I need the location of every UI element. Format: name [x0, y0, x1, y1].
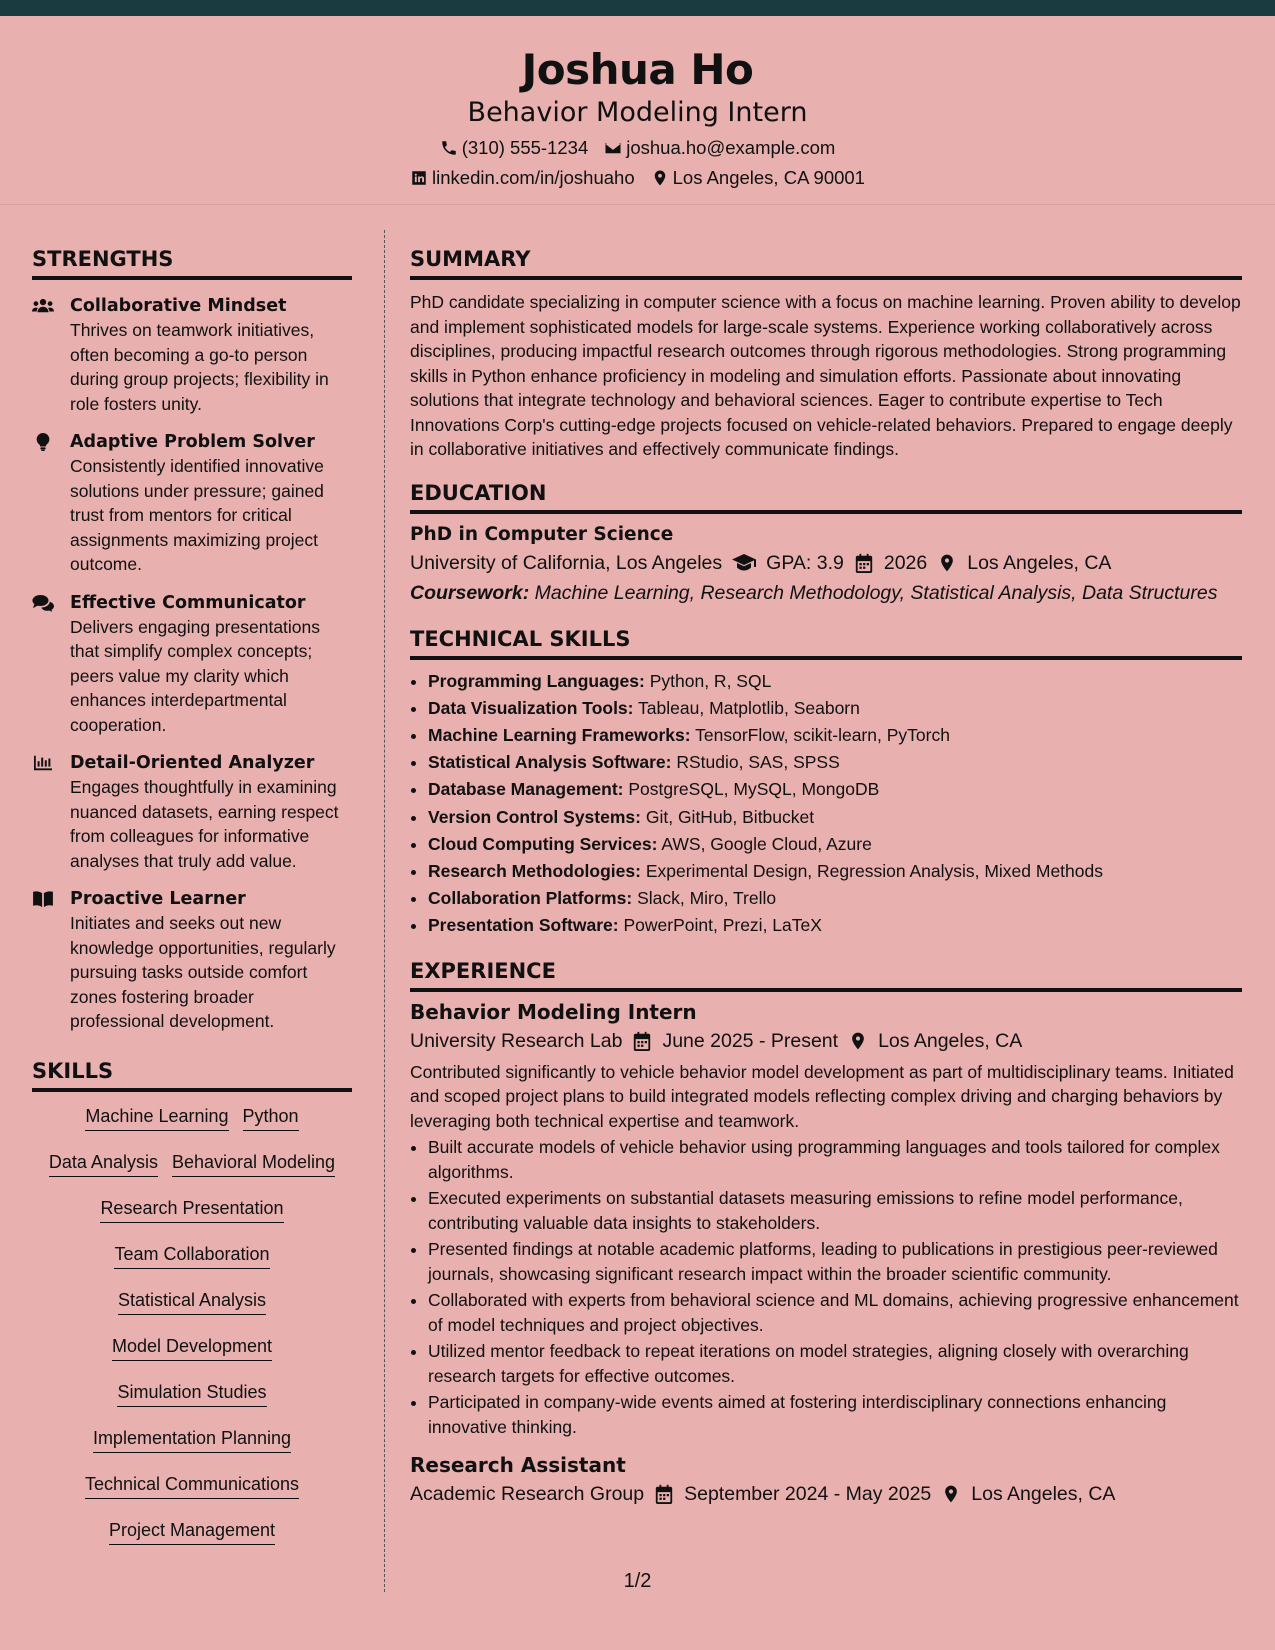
- job-meta: [410, 1479, 1242, 1509]
- skill-label: Statistical Analysis Software:: [428, 752, 672, 773]
- calendar-icon: [854, 553, 874, 573]
- skill-tag: Technical Communications: [85, 1472, 299, 1499]
- strength-text: Consistently identified innovative solutions under pressure; gained trust from mentors for critical assignments maximizing project outcome.: [70, 456, 324, 574]
- contact-row-2: [0, 166, 1275, 190]
- strength-item: [32, 430, 352, 577]
- page-number: 1/2: [623, 1570, 652, 1592]
- skill-tag: Data Analysis: [49, 1150, 158, 1177]
- strength-title: Proactive Learner: [70, 889, 246, 909]
- skill-value: PostgreSQL, MySQL, MongoDB: [628, 779, 880, 800]
- list-item: [428, 668, 1242, 695]
- coursework: [410, 578, 1242, 608]
- strength-item: [32, 294, 352, 416]
- skill-label: Collaboration Platforms:: [428, 888, 633, 909]
- skill-value: Python, R, SQL: [649, 670, 772, 691]
- location-contact: [651, 166, 865, 190]
- degree-title: PhD in Computer Science: [410, 523, 674, 545]
- strength-item: [32, 591, 352, 738]
- calendar-icon: [654, 1484, 674, 1504]
- job-dates: September 2024 - May 2025: [684, 1483, 932, 1506]
- book-icon: [32, 890, 54, 908]
- job-bullets: [428, 1135, 1242, 1439]
- strength-title: Detail-Oriented Analyzer: [70, 753, 315, 773]
- strength-text: Delivers engaging presentations that simplify complex concepts; peers value my clarity which enhances interdepartmental cooperation.: [70, 616, 321, 735]
- skill-tag: Implementation Planning: [93, 1426, 291, 1453]
- location-text: Los Angeles, CA 90001: [672, 167, 865, 188]
- skill-tag: Simulation Studies: [117, 1380, 266, 1407]
- column-divider: [384, 230, 385, 1592]
- skill-value: Slack, Miro, Trello: [637, 888, 777, 909]
- right-column: [410, 246, 1242, 1509]
- skill-value: TensorFlow, scikit-learn, PyTorch: [695, 724, 950, 745]
- graduation-year: 2026: [883, 551, 928, 574]
- strength-item: [32, 751, 352, 873]
- skill-label: Database Management:: [428, 779, 624, 800]
- email-contact[interactable]: [604, 136, 835, 160]
- list-item: [428, 831, 1242, 858]
- users-icon: [32, 297, 54, 315]
- job-org: University Research Lab: [410, 1029, 623, 1052]
- skill-label: Machine Learning Frameworks:: [428, 724, 691, 745]
- phone-icon: [440, 139, 458, 157]
- experience-heading: EXPERIENCE: [410, 958, 1242, 992]
- skill-label: Data Visualization Tools:: [428, 697, 634, 718]
- strength-text: Engages thoughtfully in examining nuanced datasets, earning respect from colleagues for informative analyses that truly add value.: [70, 777, 339, 871]
- list-item: • Presented findings at notable academic platforms, leading to publications in prestigious peer-reviewed journals, showcasing significant research impact within the broader scientific community.: [428, 1237, 1242, 1286]
- skill-tag: Team Collaboration: [114, 1242, 269, 1269]
- header-divider: [0, 204, 1275, 205]
- strength-item: [32, 887, 352, 1034]
- list-item: [428, 695, 1242, 722]
- skill-tag: Research Presentation: [100, 1196, 283, 1223]
- list-item: • Executed experiments on substantial datasets measuring emissions to refine model performance, contributing valuable data insights to stakeholders.: [428, 1186, 1242, 1235]
- chart-icon: [32, 754, 54, 772]
- technical-skills-heading: TECHNICAL SKILLS: [410, 626, 1242, 660]
- linkedin-text: linkedin.com/in/joshuaho: [432, 167, 635, 188]
- school-name: University of California, Los Angeles: [410, 551, 723, 574]
- candidate-name: Joshua Ho: [521, 45, 754, 94]
- comments-icon: [32, 594, 54, 612]
- resume-header: [0, 16, 1275, 204]
- email-text: joshua.ho@example.com: [626, 137, 836, 158]
- summary-heading: SUMMARY: [410, 246, 1242, 280]
- list-item: • Built accurate models of vehicle behavior using programming languages and tools tailored for complex algorithms.: [428, 1135, 1242, 1184]
- skill-tag: Behavioral Modeling: [172, 1150, 335, 1177]
- education-meta: [410, 548, 1242, 578]
- job-location: Los Angeles, CA: [971, 1483, 1116, 1506]
- technical-skills-list: [428, 668, 1242, 940]
- calendar-icon: [632, 1031, 652, 1051]
- phone-contact[interactable]: [440, 136, 589, 160]
- skill-value: AWS, Google Cloud, Azure: [661, 833, 872, 854]
- skill-label: Version Control Systems:: [428, 806, 641, 827]
- job-meta: [410, 1026, 1242, 1056]
- contact-row-1: [0, 136, 1275, 160]
- skill-tag: Machine Learning: [85, 1104, 228, 1131]
- lightbulb-icon: [32, 433, 54, 451]
- strength-text: Initiates and seeks out new knowledge opportunities, regularly pursuing tasks outside comfort zones fostering broader professional development.: [70, 913, 336, 1031]
- candidate-title: Behavior Modeling Intern: [467, 97, 808, 128]
- map-marker-icon: [848, 1031, 868, 1051]
- skill-value: Experimental Design, Regression Analysis, Mixed Methods: [645, 860, 1103, 881]
- job-location: Los Angeles, CA: [878, 1029, 1023, 1052]
- strength-title: Collaborative Mindset: [70, 296, 287, 316]
- job-dates: June 2025 - Present: [662, 1029, 839, 1052]
- job-title: Behavior Modeling Intern: [410, 999, 697, 1024]
- left-column: [32, 246, 352, 1564]
- list-item: • Participated in company-wide events aimed at fostering interdisciplinary connections enhancing innovative thinking.: [428, 1390, 1242, 1439]
- strengths-heading: STRENGTHS: [32, 246, 352, 280]
- coursework-text: Machine Learning, Research Methodology, Statistical Analysis, Data Structures: [534, 581, 1218, 604]
- map-marker-icon: [941, 1484, 961, 1504]
- list-item: • Collaborated with experts from behavioral science and ML domains, achieving progressive enhancement of model techniques and project objectives.: [428, 1288, 1242, 1337]
- skill-label: Research Methodologies:: [428, 860, 641, 881]
- skill-label: Cloud Computing Services:: [428, 833, 658, 854]
- gpa-text: GPA: 3.9: [766, 551, 844, 574]
- linkedin-icon: [410, 169, 428, 187]
- list-item: [428, 722, 1242, 749]
- skill-tag: Python: [243, 1104, 299, 1131]
- graduation-cap-icon: [732, 553, 756, 573]
- map-marker-icon: [651, 169, 669, 187]
- list-item: [428, 912, 1242, 939]
- education-location: Los Angeles, CA: [967, 551, 1112, 574]
- top-bar: [0, 0, 1275, 16]
- list-item: [428, 776, 1242, 803]
- skills-list: [32, 1104, 352, 1564]
- skill-value: Tableau, Matplotlib, Seaborn: [638, 697, 860, 718]
- list-item: [428, 858, 1242, 885]
- skill-label: Programming Languages:: [428, 670, 645, 691]
- skill-tag: Model Development: [112, 1334, 272, 1361]
- strength-text: Thrives on teamwork initiatives, often becoming a go-to person during group projects; flexibility in role fosters unity.: [70, 320, 329, 414]
- envelope-icon: [604, 139, 622, 157]
- strength-title: Effective Communicator: [70, 592, 306, 613]
- education-heading: EDUCATION: [410, 480, 1242, 514]
- summary-text: PhD candidate specializing in computer science with a focus on machine learning. Proven ability to develop and implement sophisticated models for large-scale systems. Experience working collaboratively across disciplines, producing impactful research outcomes through rigorous methodologies. Strong programming skills in Python enhance proficiency in modeling and simulation efforts. Passionate about innovating solutions that integrate technology and behavioral sciences. Eager to contribute expertise to Tech Innovations Corp's cutting-edge projects focused on vehicle-related behaviors. Prepared to engage deeply in collaborative initiatives and effectively communicate findings.: [410, 292, 1241, 459]
- skill-value: PowerPoint, Prezi, LaTeX: [623, 915, 822, 936]
- skill-value: Git, GitHub, Bitbucket: [645, 806, 815, 827]
- phone-text: (310) 555-1234: [461, 137, 589, 158]
- list-item: • Utilized mentor feedback to repeat iterations on model strategies, aligning closely with overarching research targets for effective outcomes.: [428, 1339, 1242, 1388]
- job-org: Academic Research Group: [410, 1483, 645, 1506]
- job-description: Contributed significantly to vehicle behavior model development as part of multidisciplinary teams. Initiated and scoped project plans to build integrated models reflecting complex driving and charging behaviors by leveraging both technical expertise and teamwork.: [410, 1061, 1234, 1131]
- job-title: Research Assistant: [410, 1453, 626, 1478]
- coursework-label: Coursework:: [410, 581, 530, 604]
- map-marker-icon: [937, 553, 957, 573]
- skill-tag: Project Management: [109, 1518, 275, 1545]
- list-item: [428, 804, 1242, 831]
- skills-heading: SKILLS: [32, 1058, 352, 1092]
- strength-title: Adaptive Problem Solver: [70, 432, 315, 452]
- skill-value: RStudio, SAS, SPSS: [676, 752, 840, 773]
- skill-label: Presentation Software:: [428, 915, 619, 936]
- list-item: [428, 885, 1242, 912]
- linkedin-contact[interactable]: [410, 166, 635, 190]
- skill-tag: Statistical Analysis: [118, 1288, 266, 1315]
- list-item: [428, 749, 1242, 776]
